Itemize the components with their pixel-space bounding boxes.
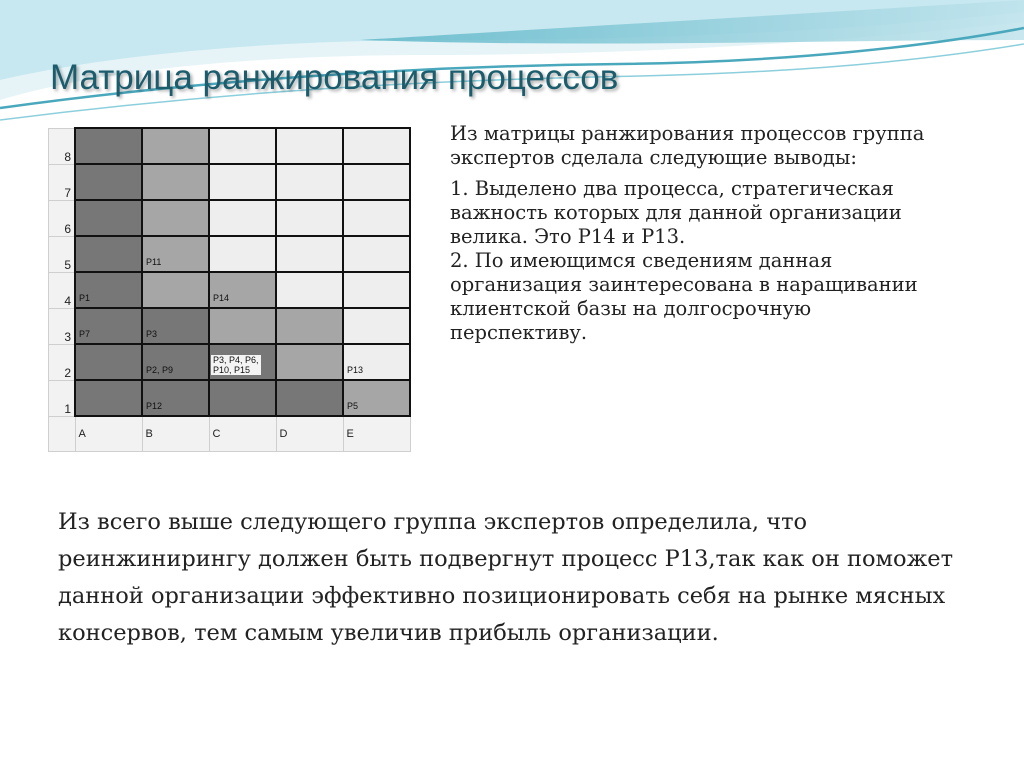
matrix-cell bbox=[142, 164, 209, 200]
conclusions-intro: Из матрицы ранжирования процессов группа экспертов сделала следующие выводы: bbox=[450, 122, 925, 169]
matrix-cell bbox=[343, 164, 410, 200]
row-label: 1 bbox=[49, 380, 76, 416]
matrix-cell bbox=[75, 200, 142, 236]
matrix-cell bbox=[276, 164, 343, 200]
matrix-row-5 bbox=[49, 236, 411, 272]
matrix-cell bbox=[75, 308, 142, 344]
matrix-cell bbox=[209, 128, 276, 164]
matrix-cell bbox=[142, 128, 209, 164]
col-label: A bbox=[75, 416, 142, 451]
slide-title: Матрица ранжирования процессов bbox=[50, 58, 619, 97]
matrix-cell bbox=[343, 380, 410, 416]
matrix-cell bbox=[142, 344, 209, 380]
matrix-row-6 bbox=[49, 200, 411, 236]
row-label: 8 bbox=[49, 128, 76, 164]
matrix-cell bbox=[276, 128, 343, 164]
matrix-cell bbox=[276, 236, 343, 272]
conclusion-point-1: 1. Выделено два процесса, стратегическая важность которых для данной организации велика. Это Р14 и Р13. bbox=[450, 177, 902, 248]
matrix-cell bbox=[276, 200, 343, 236]
matrix-cell bbox=[276, 344, 343, 380]
matrix-row-3 bbox=[49, 308, 411, 344]
matrix-cell bbox=[75, 236, 142, 272]
matrix-cell bbox=[209, 380, 276, 416]
matrix-cell bbox=[142, 200, 209, 236]
matrix-cell bbox=[343, 344, 410, 380]
final-conclusion: Из всего выше следующего группа экспертов определила, что реинжинирингу должен быть подвергнут процесс Р13,так как он поможет данной организации эффективно позиционировать себя на рынке мясных консервов, тем самым увеличив прибыль организации. bbox=[58, 509, 954, 646]
matrix-row-8 bbox=[49, 128, 411, 164]
matrix-cell bbox=[276, 272, 343, 308]
matrix-cell bbox=[209, 236, 276, 272]
process-label: P2, P9 bbox=[146, 365, 174, 375]
matrix-cell bbox=[75, 164, 142, 200]
process-label: P1 bbox=[79, 293, 91, 303]
col-label: E bbox=[343, 416, 410, 451]
matrix-row-2 bbox=[49, 344, 411, 380]
matrix-cell bbox=[209, 308, 276, 344]
matrix-col-label-row bbox=[49, 416, 411, 451]
matrix-cell bbox=[276, 308, 343, 344]
process-label: P12 bbox=[146, 401, 163, 411]
matrix-cell bbox=[75, 128, 142, 164]
col-label: C bbox=[209, 416, 276, 451]
ranking-matrix bbox=[48, 127, 411, 452]
process-label-group bbox=[211, 355, 261, 375]
matrix-cell bbox=[75, 380, 142, 416]
matrix-cell bbox=[343, 200, 410, 236]
matrix-cell bbox=[343, 128, 410, 164]
col-label: D bbox=[276, 416, 343, 451]
process-label: P14 bbox=[213, 293, 230, 303]
matrix-row-7 bbox=[49, 164, 411, 200]
row-label: 7 bbox=[49, 164, 76, 200]
matrix-cell bbox=[209, 200, 276, 236]
process-label-line: P3, P4, P6, bbox=[213, 355, 259, 365]
matrix-cell bbox=[343, 236, 410, 272]
matrix-corner bbox=[49, 416, 76, 451]
matrix-cell bbox=[276, 380, 343, 416]
matrix-cell bbox=[75, 272, 142, 308]
matrix-cell bbox=[142, 380, 209, 416]
row-label: 3 bbox=[49, 308, 76, 344]
process-label: P3 bbox=[146, 329, 158, 339]
process-label: P13 bbox=[347, 365, 364, 375]
process-label: P5 bbox=[347, 401, 359, 411]
row-label: 2 bbox=[49, 344, 76, 380]
process-label: P7 bbox=[79, 329, 91, 339]
col-label: B bbox=[142, 416, 209, 451]
matrix-row-1 bbox=[49, 380, 411, 416]
conclusions-text bbox=[450, 122, 950, 352]
matrix-cell bbox=[209, 272, 276, 308]
matrix-cell bbox=[142, 236, 209, 272]
matrix-cell bbox=[142, 272, 209, 308]
matrix-cell bbox=[343, 308, 410, 344]
matrix-cell bbox=[75, 344, 142, 380]
matrix-cell bbox=[209, 344, 276, 380]
matrix-cell bbox=[209, 164, 276, 200]
row-label: 6 bbox=[49, 200, 76, 236]
conclusion-point-2: 2. По имеющимся сведениям данная организация заинтересована в наращивании клиентской базы на долгосрочную перспективу. bbox=[450, 249, 918, 344]
process-label-line: P10, P15 bbox=[213, 365, 251, 375]
matrix-cell bbox=[142, 308, 209, 344]
process-label: P11 bbox=[146, 257, 162, 267]
matrix-cell bbox=[343, 272, 410, 308]
row-label: 5 bbox=[49, 236, 76, 272]
row-label: 4 bbox=[49, 272, 76, 308]
matrix-row-4 bbox=[49, 272, 411, 308]
